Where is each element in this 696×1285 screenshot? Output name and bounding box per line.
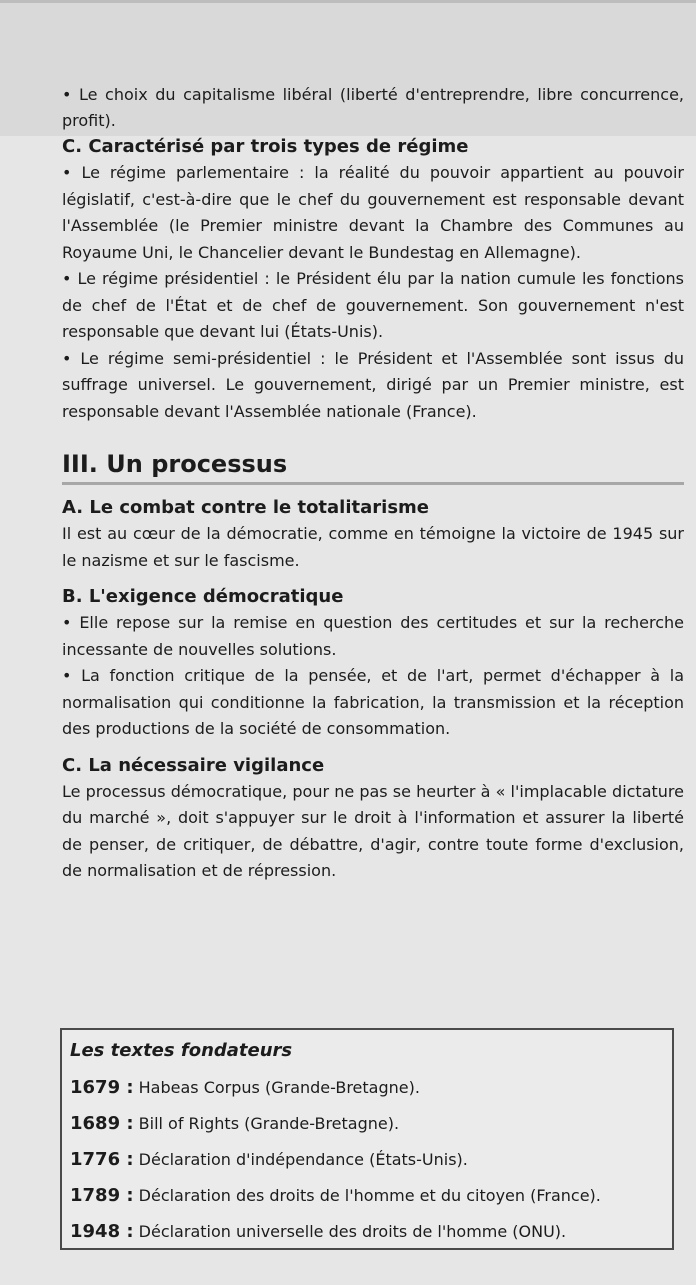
founding-texts-title: Les textes fondateurs xyxy=(70,1040,293,1061)
paragraph-a-combat: Il est au cœur de la démocratie, comme en témoigne la victoire de 1945 sur le nazisme et sur le fascisme. xyxy=(62,524,684,570)
founding-text-year: 1948 : xyxy=(70,1221,134,1242)
founding-text-year: 1689 : xyxy=(70,1113,134,1134)
heading-c-regimes: C. Caractérisé par trois types de régime xyxy=(62,136,469,157)
founding-text-item xyxy=(70,1178,672,1214)
bullet-b-1: • Elle repose sur la remise en question des certitudes et sur la recherche incessante de nouvelles solutions. xyxy=(62,613,684,659)
paragraph-c-vigilance: Le processus démocratique, pour ne pas se heurter à « l'implacable dictature du marché », doit s'appuyer sur le droit à l'information et assurer la liberté de penser, de critiquer, de débattre, d'agir, contre toute forme d'exclusion, de normalisation et de répression. xyxy=(62,781,684,880)
page-content xyxy=(62,134,684,885)
founding-text-item xyxy=(70,1214,672,1250)
founding-text-item xyxy=(70,1070,672,1106)
founding-text-year: 1679 : xyxy=(70,1077,134,1098)
founding-texts-box xyxy=(60,1028,674,1250)
section-iii-title: III. Un processus xyxy=(62,449,684,485)
heading-b-exigence: B. L'exigence démocratique xyxy=(62,586,344,607)
top-rule xyxy=(0,0,696,3)
founding-text-year: 1776 : xyxy=(70,1149,134,1170)
regime-presidentiel: • Le régime présidentiel : le Président élu par la nation cumule les fonctions de chef de l'État et de chef de gouvernement. Son gouvernement n'est responsable que devant lui (États-Unis). xyxy=(62,269,684,341)
founding-text-item xyxy=(70,1142,672,1178)
regime-parlementaire: • Le régime parlementaire : la réalité du pouvoir appartient au pouvoir législatif, c'est-à-dire que le chef du gouvernement est responsable devant l'Assemblée (le Premier ministre devant la Chambre des Communes au Royaume Uni, le Chancelier devant le Bundestag en Allemagne). xyxy=(62,163,684,262)
founding-text-label: Déclaration universelle des droits de l'homme (ONU). xyxy=(133,1222,567,1241)
founding-text-label: Habeas Corpus (Grande-Bretagne). xyxy=(133,1078,420,1097)
bullet-b-2: • La fonction critique de la pensée, et de l'art, permet d'échapper à la normalisation qui conditionne la fabrication, la transmission et la réception des productions de la société de consommation. xyxy=(62,666,684,738)
founding-text-label: Bill of Rights (Grande-Bretagne). xyxy=(133,1114,400,1133)
heading-a-combat: A. Le combat contre le totalitarisme xyxy=(62,497,429,518)
intro-bullet: • Le choix du capitalisme libéral (liberté d'entreprendre, libre concurrence, profit). xyxy=(62,85,684,130)
founding-text-year: 1789 : xyxy=(70,1185,134,1206)
founding-text-item xyxy=(70,1106,672,1142)
founding-text-label: Déclaration des droits de l'homme et du citoyen (France). xyxy=(133,1186,601,1205)
founding-text-label: Déclaration d'indépendance (États-Unis). xyxy=(133,1150,468,1169)
heading-c-vigilance: C. La nécessaire vigilance xyxy=(62,754,325,776)
regime-semi-presidentiel: • Le régime semi-présidentiel : le Président et l'Assemblée sont issus du suffrage universel. Le gouvernement, dirigé par un Premier ministre, est responsable devant l'Assemblée nationale (France). xyxy=(62,348,684,421)
